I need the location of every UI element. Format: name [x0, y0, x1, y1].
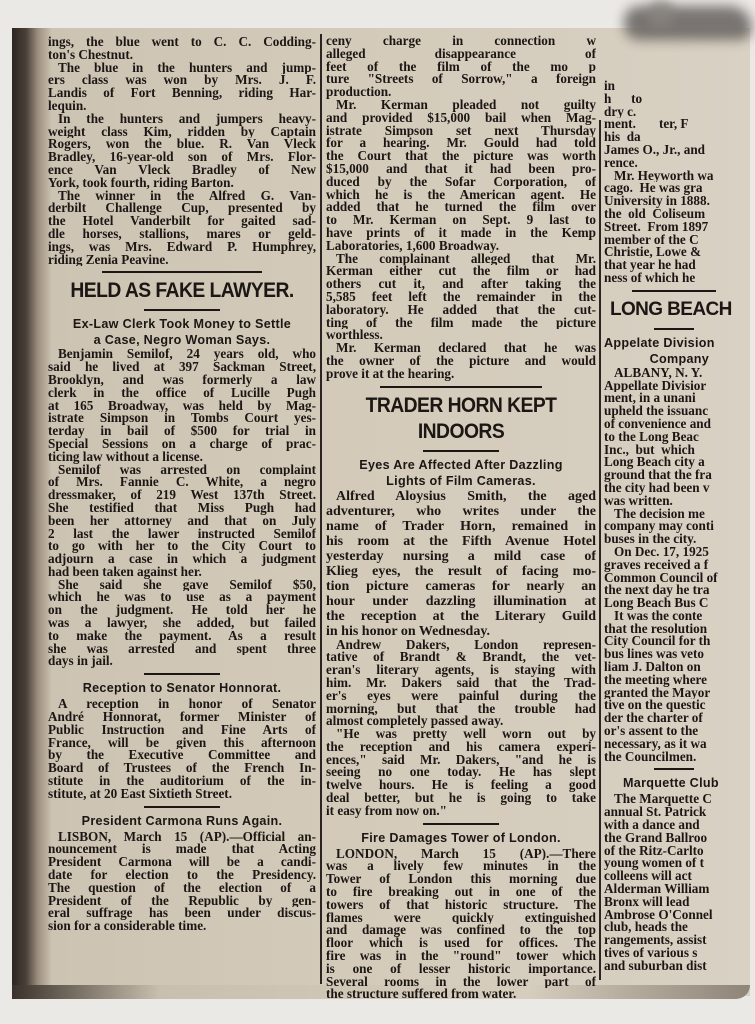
subhead-line: Eyes Are Affected After Dazzling — [359, 457, 563, 472]
text-line: tives of various s — [604, 947, 698, 960]
text-line: derbilt Challenge Cup, presented by — [48, 202, 316, 216]
text-line: to make the payment. As a result — [48, 629, 316, 643]
blurred-obstruction — [648, 0, 674, 28]
paragraph — [48, 698, 316, 800]
text-line: it easy from now on." — [326, 804, 447, 818]
text-line: dressmaker, of 219 West 137th Street. — [48, 489, 316, 502]
text-line: University in 1888. — [604, 195, 710, 208]
text-line: Rogers, won the blue. R. Van Vleck — [48, 138, 316, 152]
text-line: Long Beach city a — [604, 456, 705, 470]
text-line: was a lawyer, she added, but failed — [48, 617, 316, 630]
article-subhead — [604, 775, 744, 791]
text-line: is one of lesser historic importance. — [326, 962, 596, 976]
text-line: Common Council of — [604, 571, 718, 585]
subhead-line: a Case, Negro Woman Says. — [93, 333, 271, 348]
text-line: the Hotel Vanderbilt for gaited sad- — [48, 215, 316, 228]
paragraph — [48, 62, 316, 113]
text-line: alleged disappearance of — [326, 47, 596, 61]
paragraph — [326, 253, 596, 343]
text-line: James O., Jr., and — [604, 143, 705, 157]
text-line: stitute, at 20 East Sixtieth Street. — [48, 787, 232, 801]
column-3 — [604, 80, 744, 973]
column-1 — [48, 36, 316, 933]
text-line: Mr. Kerman declared that he was — [336, 342, 596, 355]
text-line: and provided $15,000 bail when Mag- — [326, 111, 596, 125]
text-line: feet of the film of the mo p — [326, 60, 596, 74]
text-line: In the hunters and jumpers heavy- — [58, 112, 316, 126]
text-line: ness of which he — [604, 271, 696, 285]
text-line: that the resolution — [604, 622, 708, 636]
text-line: Tower of London this morning due — [326, 873, 596, 887]
article — [604, 768, 744, 972]
column-divider — [599, 120, 601, 980]
text-line: ment. ter, F — [604, 118, 689, 132]
text-line: laboratory. He added that the cut- — [326, 303, 596, 317]
text-line: Inc., but which — [604, 443, 695, 457]
text-line: lequin. — [48, 99, 87, 113]
text-line: 2 last the lawer instructed Semilof — [48, 527, 316, 541]
text-line: worthless. — [326, 329, 383, 343]
text-line: istrate Simpson set next Thursday — [326, 124, 596, 138]
text-line: Several rooms in the lower part of — [326, 975, 596, 989]
subhead-line: Company — [604, 351, 710, 366]
divider-rule — [632, 290, 716, 292]
text-line: towers of that historic structure. The — [326, 898, 596, 912]
paragraph — [326, 489, 596, 639]
text-line: to fire breaking out in one of the — [326, 886, 596, 899]
text-line: and suburban dist — [604, 959, 707, 973]
article-subhead — [48, 813, 316, 829]
text-line: She said she gave Semilof $50, — [58, 578, 316, 592]
text-line: said he lived at 397 Sackman Street, — [48, 361, 316, 374]
article — [326, 35, 596, 381]
column-2 — [326, 35, 596, 1001]
paragraph — [326, 342, 596, 380]
text-line: to Mr. Kerman on Sept. 9 last to — [326, 214, 596, 227]
paragraph — [326, 639, 596, 729]
text-line: young women of t — [604, 857, 705, 871]
paragraph — [48, 464, 316, 579]
text-line: The question of the election of a — [48, 881, 316, 895]
text-line: to the Long Beac — [604, 430, 699, 444]
text-line: granted the Mayor — [604, 686, 711, 700]
text-line: dle horses, stallions, mares or geld- — [48, 227, 316, 241]
text-line: LONDON, March 15 (AP).—There — [336, 847, 596, 861]
text-line: was written. — [604, 494, 673, 508]
subhead-line: Reception to Senator Honnorat. — [82, 681, 282, 696]
text-line: fire was in the "round" tower which — [326, 950, 596, 963]
paragraph — [48, 36, 316, 62]
text-line: Laboratories, 1,600 Broadway. — [326, 239, 500, 253]
text-line: Appellate Divisior — [604, 379, 707, 393]
text-line: added that he turned the film over — [326, 201, 596, 215]
article-headline: TRADER HORN KEPT INDOORS — [365, 393, 557, 443]
text-line: date for election to the Presidency. — [48, 869, 316, 882]
article — [48, 806, 316, 933]
divider-rule — [380, 386, 542, 388]
text-line: Kerman either cut the film or had — [326, 265, 596, 279]
text-line: prove it at the hearing. — [326, 367, 455, 381]
text-line: The blue in the hunters and jump- — [58, 61, 316, 75]
text-line: ceny charge in connection w — [326, 35, 596, 48]
text-line: have prints of it made in the Kemp — [326, 226, 596, 240]
text-line: rence. — [604, 156, 638, 170]
text-line: twelve hours. He is feeling a good — [326, 779, 596, 793]
paragraph — [604, 610, 744, 764]
text-line: Andrew Dakers, London represen- — [336, 638, 596, 652]
text-line: and damage was confined to the top — [326, 924, 596, 938]
article-subhead — [326, 830, 596, 846]
text-line: eral suffrage has been under discus- — [48, 907, 316, 921]
paragraph — [48, 190, 316, 267]
text-line: flames were quickly extinguished — [326, 911, 596, 925]
text-line: she was arrested and spent three — [48, 642, 316, 656]
text-line: the meeting where — [604, 673, 708, 687]
article — [48, 673, 316, 800]
text-line: seeing no one today. He has slept — [326, 766, 596, 780]
article — [48, 36, 316, 266]
text-line: morning, but that the trouble had — [326, 702, 596, 716]
text-line: ers class was won by Mrs. J. F. — [48, 74, 316, 88]
text-line: was a lively few minutes in the — [326, 860, 596, 874]
text-line: days in jail. — [48, 655, 113, 669]
text-line: Bradley, 16-year-old son of Mrs. Flor- — [48, 151, 316, 164]
text-line: his da — [604, 131, 641, 144]
text-line: annual St. Patrick — [604, 806, 707, 820]
text-line: colleens will act — [604, 870, 692, 884]
text-line: City Council for th — [604, 635, 711, 649]
text-line: The Marquette C — [614, 793, 712, 807]
text-line: which he was to use as a payment — [48, 591, 316, 605]
text-line: ture "Streets of Sorrow," a foreign — [326, 73, 596, 87]
text-line: Christie, Lowe & — [604, 246, 702, 260]
text-line: Alderman William — [604, 883, 710, 896]
paragraph — [604, 170, 744, 285]
text-line: liam J. Dalton on — [604, 661, 701, 674]
text-line: had been taken against her. — [48, 565, 202, 579]
text-line: weight class Kim, ridden by Captain — [48, 125, 316, 139]
text-line: deal better, but he is going to take — [326, 792, 596, 805]
text-line: the Grand Ballroo — [604, 831, 708, 845]
text-line: der the charter of — [604, 712, 703, 726]
text-line: nouncement is made that Acting — [48, 843, 316, 857]
article-subhead — [604, 335, 744, 367]
article — [326, 386, 596, 818]
text-line: dry c. — [604, 105, 637, 119]
text-line: ings, was Mrs. Edward P. Humphrey, — [48, 240, 316, 254]
paragraph — [604, 80, 744, 170]
article-headline: LONG BEACH — [610, 298, 732, 320]
text-line: Mr. Kerman pleaded not guilty — [336, 98, 596, 112]
article-headline: HELD AS FAKE LAWYER. — [70, 279, 294, 303]
divider-rule — [144, 806, 219, 808]
text-line: name of Trader Horn, remained in — [326, 518, 596, 534]
text-line: "He was pretty well worn out by — [336, 728, 596, 741]
text-line: ting of the film made the picture — [326, 316, 596, 330]
paragraph — [326, 728, 596, 818]
text-line: or's assent to the — [604, 725, 699, 738]
text-line: his room at the Fifth Avenue Hotel — [326, 533, 596, 549]
text-line: floor which is used for offices. The — [326, 937, 596, 951]
text-line: the city had been v — [604, 481, 710, 495]
text-line: $15,000 and that it had been pro- — [326, 162, 596, 176]
text-line: club, heads the — [604, 921, 688, 935]
text-line: in his honor on Wednesday. — [326, 623, 491, 639]
text-line: in — [604, 80, 615, 93]
text-line: almost completely passed away. — [326, 715, 504, 729]
paragraph — [326, 848, 596, 1002]
divider-rule — [654, 768, 693, 770]
text-line: It was the conte — [614, 609, 703, 623]
subhead-line: President Carmona Runs Again. — [81, 813, 283, 828]
text-line: of convenience and — [604, 417, 711, 431]
divider-rule — [654, 328, 693, 330]
text-line: hour under dazzling illumination at — [326, 593, 596, 609]
text-line: ticing law without a license. — [48, 450, 203, 464]
text-line: France, will be given this afternoon — [48, 736, 316, 750]
text-line: which he is the American agent. He — [326, 188, 596, 202]
text-line: tion picture cameras for nearly an — [326, 578, 596, 594]
paragraph — [48, 348, 316, 463]
text-line: Street. From 1897 — [604, 220, 709, 234]
text-line: A reception in honor of Senator — [58, 698, 316, 712]
divider-rule — [144, 309, 219, 311]
text-line: others cut it, and after taking the — [326, 278, 596, 291]
text-line: with a dance and — [604, 819, 700, 832]
text-line: riding Zenia Peavine. — [48, 253, 169, 267]
text-line: to go with her to the City Court to — [48, 540, 316, 554]
text-line: the Court that the picture was worth — [326, 150, 596, 163]
paragraph — [48, 113, 316, 190]
text-line: him. Mr. Dakers said that the Trad- — [326, 676, 596, 690]
text-line: The decision me — [614, 507, 705, 521]
text-line: LISBON, March 15 (AP).—Official an- — [58, 830, 316, 844]
text-line: member of the C — [604, 233, 699, 247]
text-line: ground that the fra — [604, 469, 712, 482]
text-line: Special Sessions on a charge of prac- — [48, 437, 316, 451]
text-line: the reception at the Literary Guild — [326, 608, 596, 624]
text-line: necessary, as it wa — [604, 737, 707, 751]
text-line: ences," said Mr. Dakers, "and he is — [326, 753, 596, 767]
subhead-line: Fire Damages Tower of London. — [361, 830, 561, 845]
text-line: graves received a f — [604, 558, 709, 572]
text-line: eran's literary agents, is staying with — [326, 664, 596, 677]
text-line: ence Van Vleck Bradley of New — [48, 163, 316, 177]
text-line: rangements, assist — [604, 934, 707, 948]
text-line: ALBANY, N. Y. — [614, 366, 703, 380]
paragraph — [604, 793, 744, 972]
column-divider — [320, 34, 322, 984]
subhead-line: Lights of Film Cameras. — [386, 473, 536, 488]
text-line: by the Executive Committee and — [48, 749, 316, 763]
text-line: cago. He was gra — [604, 182, 703, 196]
subhead-line: Marquette Club — [604, 776, 719, 791]
text-line: clerk in the office of Lucille Pugh — [48, 386, 316, 400]
blurred-obstruction — [624, 6, 752, 40]
text-line: Bronx will lead — [604, 895, 690, 909]
text-line: 5,585 feet left the remainder in the — [326, 290, 596, 304]
text-line: Long Beach Bus C — [604, 597, 709, 610]
article — [604, 80, 744, 285]
text-line: Public Instruction and Fine Arts of — [48, 723, 316, 737]
paragraph — [604, 367, 744, 508]
text-line: er's eyes were painful during the — [326, 689, 596, 703]
text-line: ings, the blue went to C. C. Codding- — [48, 36, 316, 49]
article — [604, 290, 744, 764]
text-line: Semilof was arrested on complaint — [58, 463, 316, 477]
text-line: h to — [604, 92, 643, 106]
text-line: Benjamin Semilof, 24 years old, who — [58, 348, 316, 362]
text-line: She testified that Miss Pugh had — [48, 501, 316, 515]
article-subhead — [48, 316, 316, 348]
divider-rule — [423, 450, 499, 452]
article — [48, 271, 316, 668]
paragraph — [604, 508, 744, 546]
text-line: been her attorney and that on July — [48, 514, 316, 528]
text-line: the Councilmen. — [604, 750, 697, 764]
paragraph — [326, 35, 596, 99]
text-line: ment, in a unani — [604, 392, 696, 406]
text-line: the owner of the picture and would — [326, 354, 596, 368]
article-subhead — [48, 680, 316, 696]
paragraph — [48, 831, 316, 933]
subhead-line: Appelate Division — [604, 335, 715, 350]
paragraph — [604, 546, 744, 610]
divider-rule — [423, 823, 499, 825]
text-line: bus lines was veto — [604, 648, 705, 662]
text-line: Landis of Fort Benning, riding Har- — [48, 87, 316, 100]
text-line: André Honnorat, former Minister of — [48, 711, 316, 724]
text-line: of Mrs. Fannie C. White, a negro — [48, 476, 316, 490]
text-line: adjourn a case in which a judgment — [48, 553, 316, 566]
text-line: buses in the city. — [604, 533, 697, 546]
text-line: the next day he tra — [604, 584, 710, 598]
text-line: York, took fourth, riding Barton. — [48, 176, 234, 190]
text-line: tative of Brandt & Brandt, the vet- — [326, 651, 596, 665]
text-line: the reception and his camera experi- — [326, 740, 596, 754]
text-line: the old Coliseum — [604, 207, 706, 221]
article — [326, 823, 596, 1002]
subhead-line: Ex-Law Clerk Took Money to Settle — [72, 317, 292, 332]
text-line: company may conti — [604, 520, 714, 534]
text-line: Klieg eyes, the result of facing mo- — [326, 563, 596, 579]
text-line: yesterday nursing a mild case of — [326, 548, 596, 564]
text-line: istrate Simpson in Tombs Court yes- — [48, 412, 316, 426]
text-line: on the judgment. He told her he — [48, 604, 316, 618]
text-line: Mr. Heyworth wa — [614, 169, 714, 183]
text-line: of the Ritz-Carlto — [604, 844, 704, 858]
text-line: Ambrose O'Connel — [604, 908, 713, 922]
paragraph — [48, 579, 316, 669]
text-line: Alfred Aloysius Smith, the aged — [336, 488, 596, 504]
text-line: terday in bail of $500 for trial in — [48, 425, 316, 438]
text-line: sion for a considerable time. — [48, 920, 207, 934]
text-line: ton's Chestnut. — [48, 48, 134, 62]
text-line: stitute in the auditorium of the in- — [48, 775, 316, 788]
text-line: President of the Republic by gen- — [48, 894, 316, 908]
divider-rule — [102, 271, 263, 273]
text-line: Brooklyn, and was formerly a law — [48, 373, 316, 387]
text-line: The winner in the Alfred G. Van- — [58, 189, 316, 203]
text-line: The complainant alleged that Mr. — [336, 252, 596, 266]
text-line: for a hearing. Mr. Gould had told — [326, 137, 596, 151]
text-line: production. — [326, 86, 392, 99]
paragraph — [326, 99, 596, 253]
text-line: upheld the issuanc — [604, 405, 709, 418]
text-line: adventurer, who writes under the — [326, 503, 596, 519]
text-line: tive on the questic — [604, 699, 706, 713]
text-line: duced by the Sofar Corporation, of — [326, 175, 596, 189]
text-line: Board of Trustees of the French In- — [48, 762, 316, 776]
text-line: that year he had — [604, 259, 696, 272]
text-line: at 165 Broadway, was held by Mag- — [48, 399, 316, 413]
text-line: On Dec. 17, 1925 — [614, 545, 709, 559]
text-line: President Carmona will be a candi- — [48, 856, 316, 870]
divider-rule — [144, 673, 219, 675]
text-line: the structure suffered from water. — [326, 988, 517, 1002]
article-subhead — [326, 457, 596, 489]
